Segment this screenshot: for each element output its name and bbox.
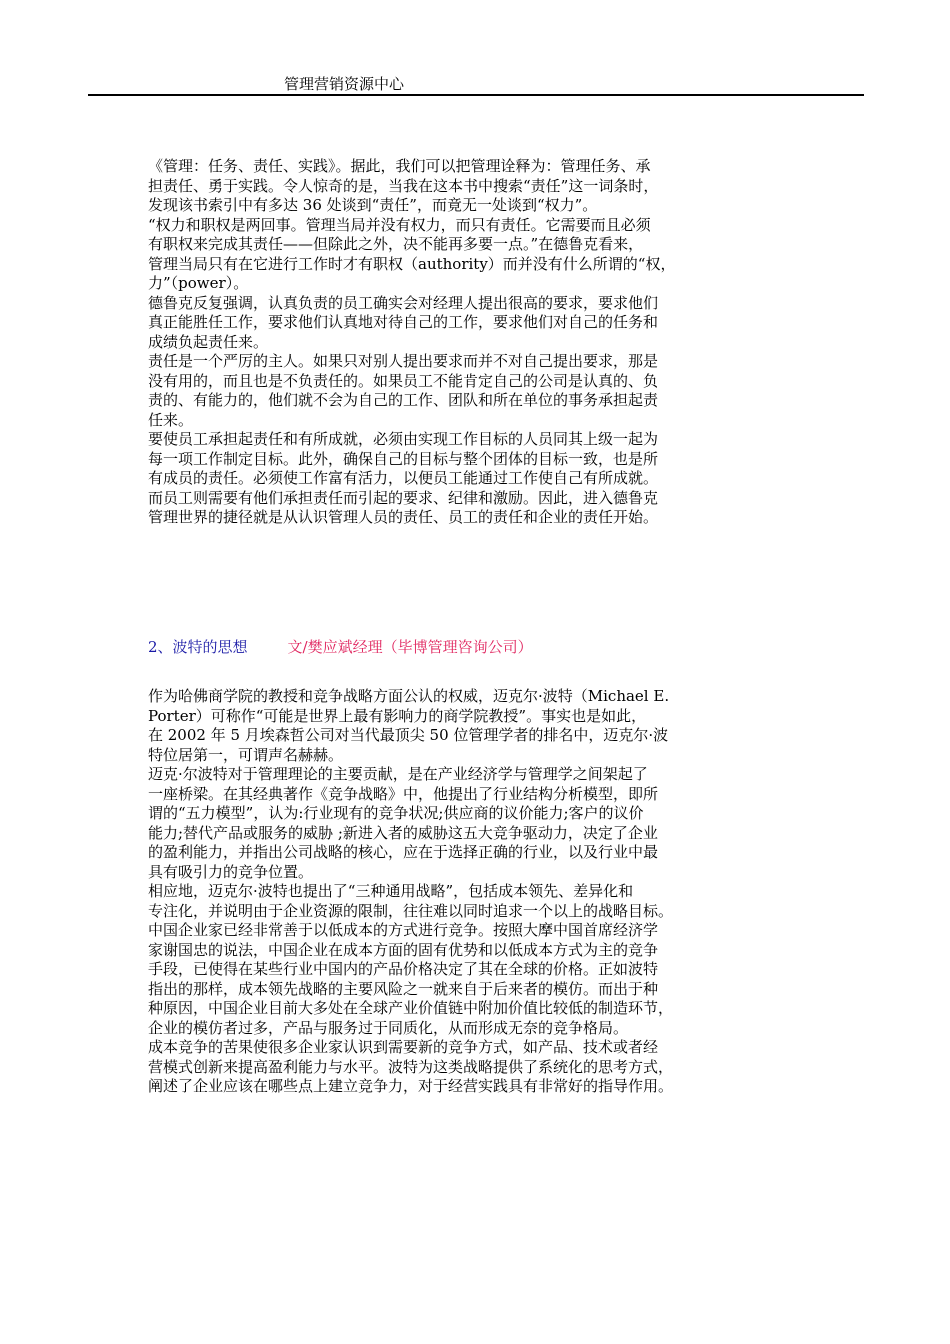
section-heading <box>148 637 533 657</box>
text-line: 专注化，并说明由于企业资源的限制，往往难以同时追求一个以上的战略目标。 <box>148 901 674 920</box>
header-divider <box>88 94 864 96</box>
text-line: 相应地，迈克尔·波特也提出了“三种通用战略”，包括成本领先、差异化和 <box>148 882 634 900</box>
text-line: 真正能胜任工作，要求他们认真地对待自己的工作，要求他们对自己的任务和 <box>148 313 659 331</box>
text-line: 一座桥梁。在其经典著作《竞争战略》中，他提出了行业结构分析模型，即所 <box>148 784 659 803</box>
text-line: 担责任、勇于实践。令人惊奇的是，当我在这本书中搜索“责任”这一词条时， <box>148 176 659 195</box>
header-title: 管理营销资源中心 <box>284 75 405 93</box>
text-line: 中国企业家已经非常善于以低成本的方式进行竞争。按照大摩中国首席经济学 <box>148 921 659 939</box>
text-line: 谓的“五力模型”，认为:行业现有的竞争状况;供应商的议价能力;客户的议价 <box>148 804 644 822</box>
text-line: 而员工则需要有他们承担责任而引起的要求、纪律和激励。因此，进入德鲁克 <box>148 488 659 507</box>
text-line: 德鲁克反复强调，认真负责的员工确实会对经理人提出很高的要求，要求他们 <box>148 293 659 312</box>
text-line: 指出的那样，成本领先战略的主要风险之一就来自于后来者的模仿。而出于种 <box>148 979 659 998</box>
text-line: 成绩负起责任来。 <box>148 332 269 351</box>
text-line: 营模式创新来提高盈利能力与水平。波特为这类战略提供了系统化的思考方式， <box>148 1057 674 1076</box>
body-text-part2 <box>148 687 748 1097</box>
text-line: 有职权来完成其责任——但除此之外，决不能再多要一点。”在德鲁克看来， <box>148 235 644 253</box>
text-line: 力”（power）。 <box>148 274 249 292</box>
text-line: 手段，已使得在某些行业中国内的产品价格决定了其在全球的价格。正如波特 <box>148 960 659 978</box>
text-line: 种原因，中国企业目前大多处在全球产业价值链中附加价值比较低的制造环节， <box>148 999 674 1017</box>
text-line: 要使员工承担起责任和有所成就，必须由实现工作目标的人员同其上级一起为 <box>148 430 659 448</box>
text-line: 的盈利能力，并指出公司战略的核心，应在于选择正确的行业，以及行业中最 <box>148 843 659 861</box>
text-line: “权力和职权是两回事。管理当局并没有权力，而只有责任。它需要而且必须 <box>148 215 651 234</box>
text-line: 责的、有能力的，他们就不会为自己的工作、团队和所在单位的事务承担起责 <box>148 391 659 409</box>
text-line: 管理当局只有在它进行工作时才有职权（authority）而并没有什么所谓的“权， <box>148 254 676 273</box>
text-line: 每一项工作制定目标。此外，确保自己的目标与整个团体的目标一致，也是所 <box>148 449 659 468</box>
section-author: 文/樊应斌经理（毕博管理咨询公司） <box>287 638 533 656</box>
text-line: 有成员的责任。必须使工作富有活力，以便员工能通过工作使自己有所成就。 <box>148 469 659 487</box>
text-line: 能力;替代产品或服务的威胁 ;新进入者的威胁这五大竞争驱动力，决定了企业 <box>148 823 658 842</box>
text-line: 任来。 <box>148 410 194 429</box>
section-title: 2、波特的思想 <box>148 638 248 656</box>
text-line: 在 2002 年 5 月埃森哲公司对当代最顶尖 50 位管理学者的排名中，迈克尔·波 <box>148 726 669 744</box>
text-line: 具有吸引力的竞争位置。 <box>148 862 314 881</box>
text-line: 成本竞争的苦果使很多企业家认识到需要新的竞争方式，如产品、技术或者经 <box>148 1038 659 1056</box>
text-line: 迈克·尔波特对于管理理论的主要贡献，是在产业经济学与管理学之间架起了 <box>148 765 648 783</box>
text-line: 发现该书索引中有多达 36 处谈到“责任”，而竟无一处谈到“权力”。 <box>148 196 598 214</box>
body-text-part1 <box>148 157 748 528</box>
text-line: 《管理：任务、责任、实践》。据此，我们可以把管理诠释为：管理任务、承 <box>148 157 651 175</box>
text-line: Porter）可称作“可能是世界上最有影响力的商学院教授”。事实也是如此， <box>148 706 647 725</box>
text-line: 没有用的，而且也是不负责任的。如果员工不能肯定自己的公司是认真的、负 <box>148 371 659 390</box>
text-line: 特位居第一，可谓声名赫赫。 <box>148 745 344 764</box>
text-line: 责任是一个严厉的主人。如果只对别人提出要求而并不对自己提出要求，那是 <box>148 352 659 370</box>
text-line: 管理世界的捷径就是从认识管理人员的责任、员工的责任和企业的责任开始。 <box>148 508 659 526</box>
text-line: 作为哈佛商学院的教授和竞争战略方面公认的权威，迈克尔·波特（Michael E. <box>148 687 670 705</box>
text-line: 阐述了企业应该在哪些点上建立竞争力，对于经营实践具有非常好的指导作用。 <box>148 1077 674 1095</box>
text-line: 企业的模仿者过多，产品与服务过于同质化，从而形成无奈的竞争格局。 <box>148 1018 629 1037</box>
text-line: 家谢国忠的说法，中国企业在成本方面的固有优势和以低成本方式为主的竞争 <box>148 940 659 959</box>
